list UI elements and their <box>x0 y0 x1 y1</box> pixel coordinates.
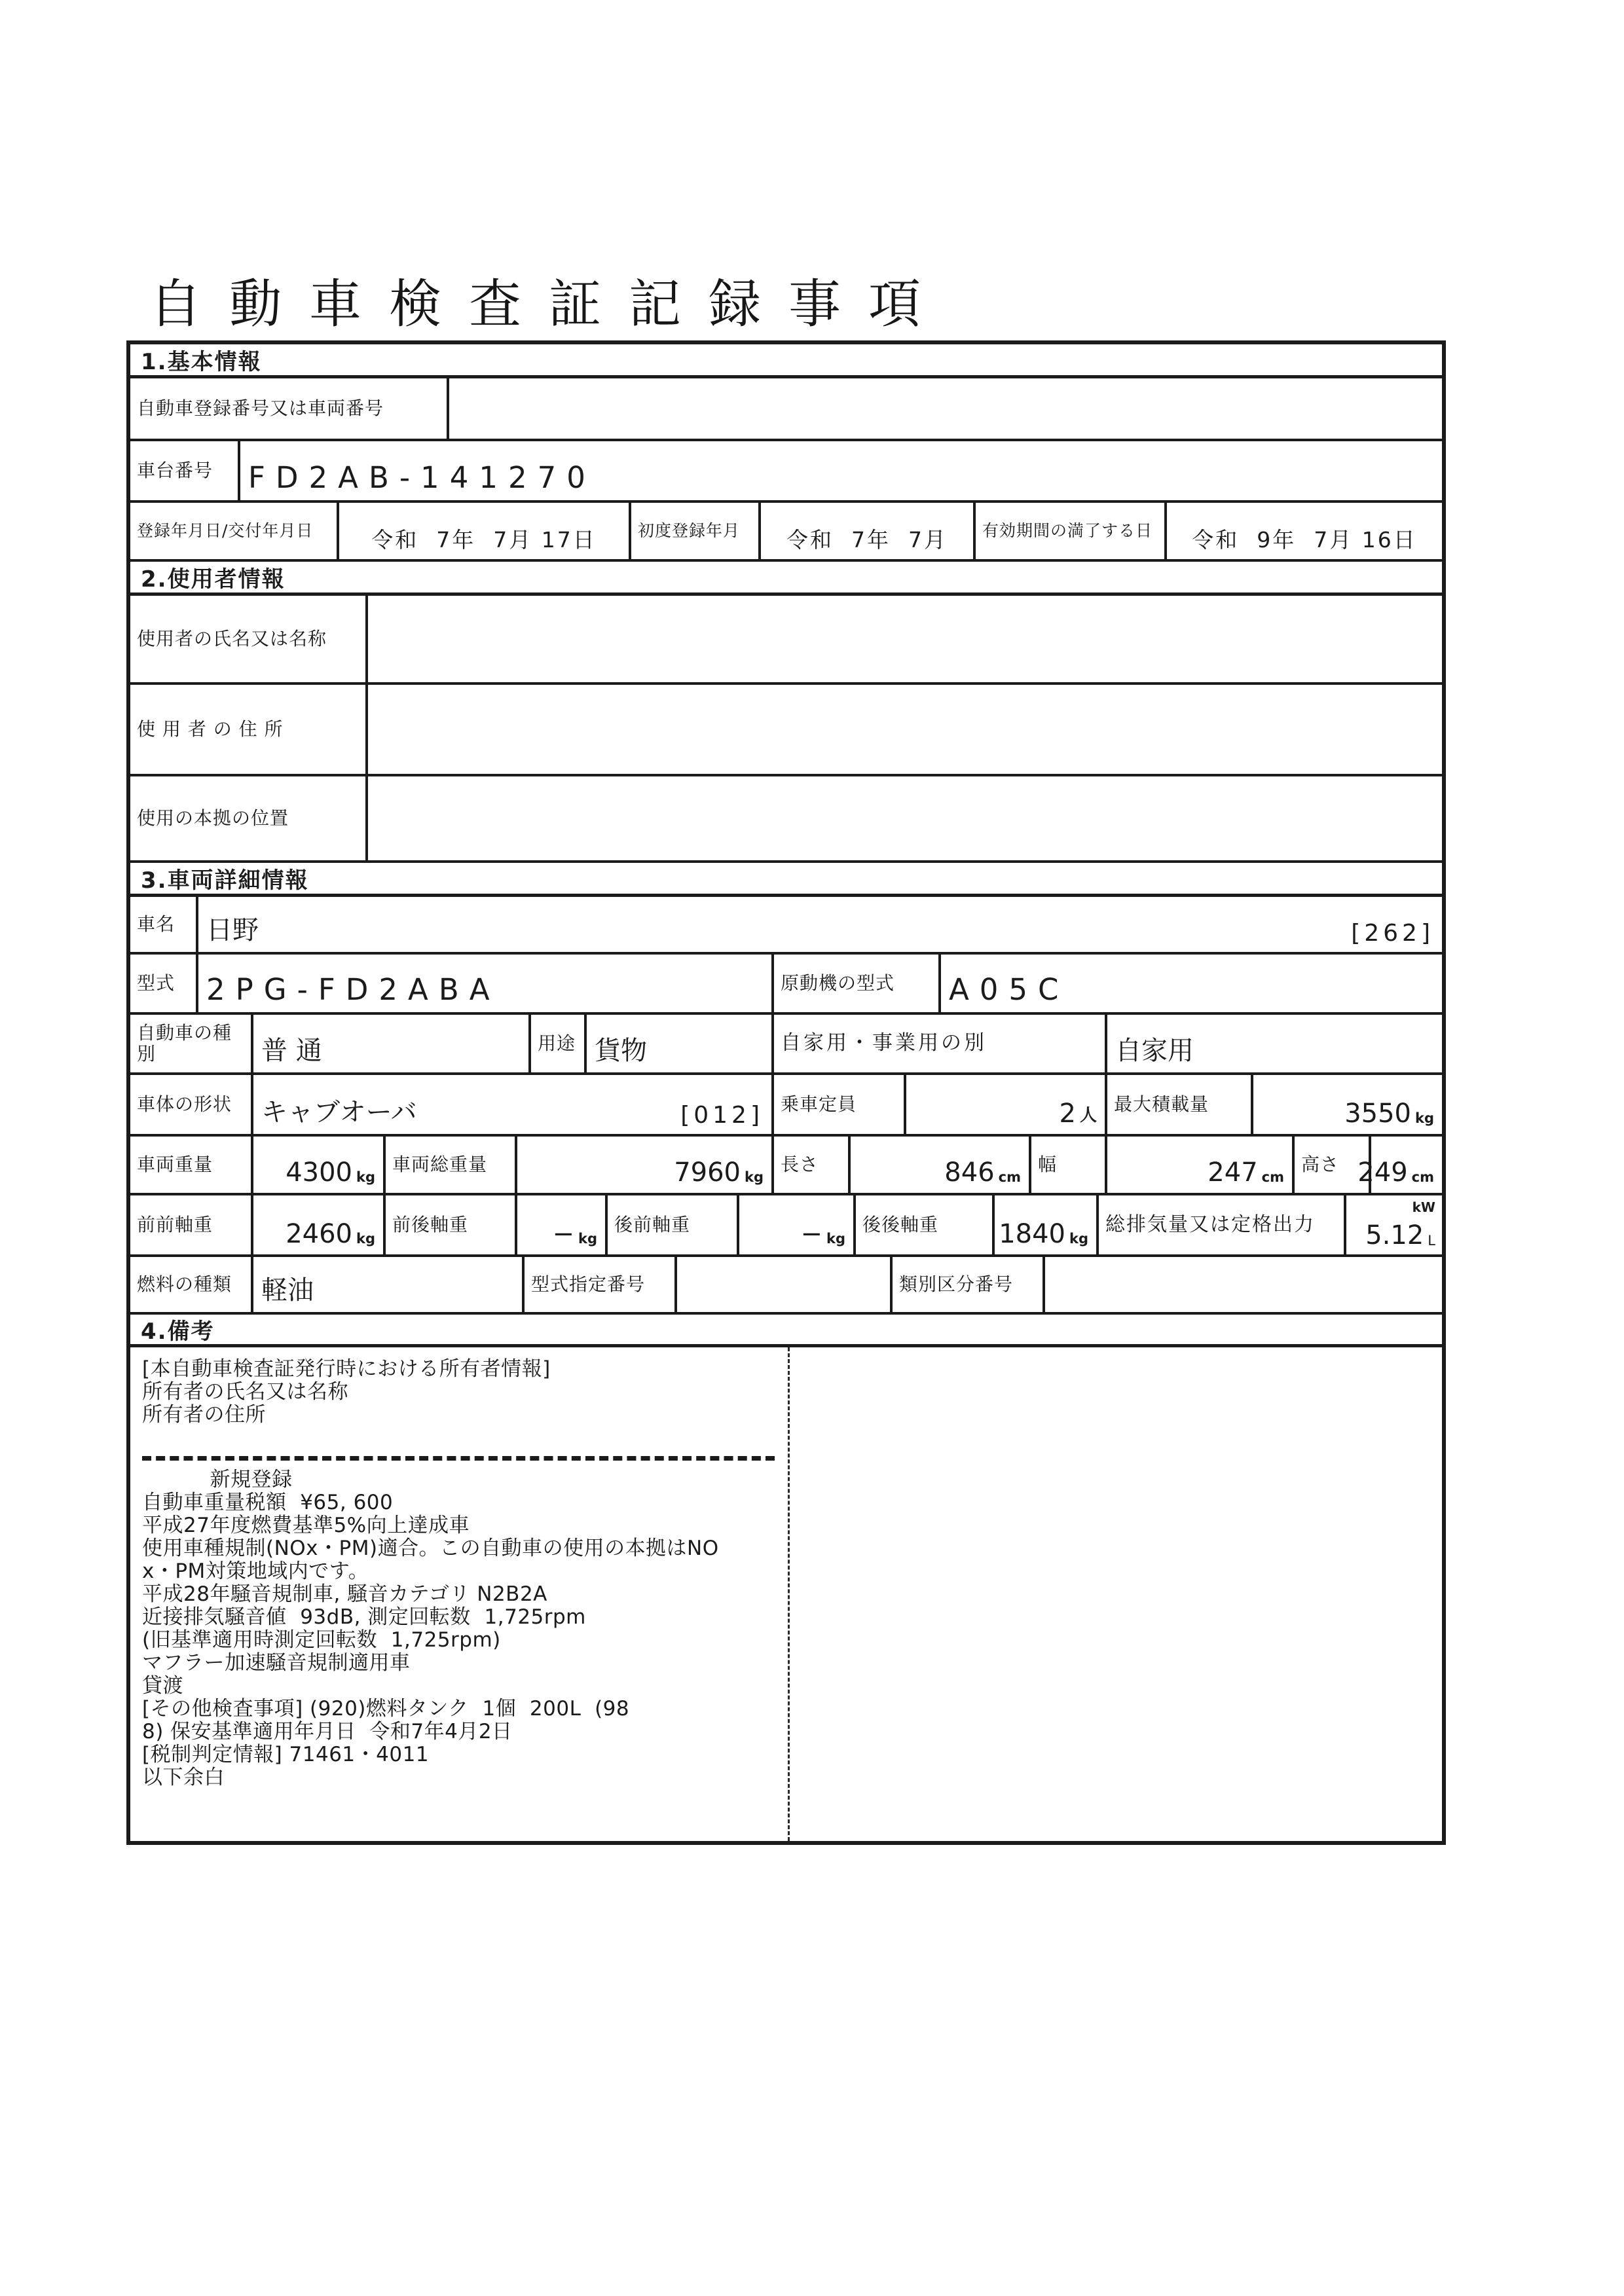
registration-number-label: 自動車登録番号又は車両番号 <box>130 378 449 439</box>
user-name-label: 使用者の氏名又は名称 <box>130 596 368 682</box>
capacity-value-cell <box>906 1075 1107 1134</box>
remarks-line: 所有者の氏名又は名称 <box>142 1380 348 1404</box>
row-model <box>130 955 1442 1015</box>
height-value: 249 <box>1357 1157 1408 1188</box>
user-base-label: 使用の本拠の位置 <box>130 776 368 860</box>
width-unit: cm <box>1261 1169 1284 1185</box>
displacement-unit-kw: kW <box>1412 1199 1435 1215</box>
body-shape-code: [012] <box>680 1102 764 1129</box>
section-vehicle-header: 3.車両詳細情報 <box>130 863 1442 897</box>
axle-rr-value-cell <box>995 1195 1099 1254</box>
remarks-text-column <box>130 1347 790 1841</box>
use-value: 貨物 <box>587 1015 774 1072</box>
displacement-value: 5.12 <box>1365 1220 1424 1250</box>
gross-weight-value-cell <box>517 1137 774 1193</box>
vehicle-name-value-cell <box>198 897 1442 952</box>
expiry-date-label: 有効期間の満了する日 <box>976 503 1167 559</box>
body-shape-label: 車体の形状 <box>130 1075 253 1134</box>
capacity-value: 2 <box>1059 1099 1076 1129</box>
max-load-value-cell <box>1253 1075 1442 1134</box>
first-registration-value: 令和 7年 7月 <box>761 503 976 559</box>
remarks-line: (旧基準適用時測定回転数 1,725rpm) <box>142 1628 501 1652</box>
chassis-number-label: 車台番号 <box>130 441 240 500</box>
class-division-label: 類別区分番号 <box>893 1257 1045 1312</box>
page-title: 自動車検査証記録事項 <box>149 274 948 335</box>
width-value: 247 <box>1208 1157 1258 1188</box>
remarks-area <box>130 1347 1442 1841</box>
section-user-header: 2.使用者情報 <box>130 562 1442 596</box>
width-value-cell <box>1107 1137 1295 1193</box>
height-value-cell <box>1357 1137 1442 1193</box>
axle-ff-label: 前前軸重 <box>130 1195 253 1254</box>
axle-ff-value-cell <box>253 1195 386 1254</box>
remarks-line: マフラー加速騒音規制適用車 <box>142 1651 411 1675</box>
remarks-dashed-separator <box>142 1456 775 1461</box>
model-label: 型式 <box>130 955 198 1012</box>
row-user-base <box>130 776 1442 863</box>
user-name-value <box>368 596 1442 682</box>
max-load-label: 最大積載量 <box>1107 1075 1253 1134</box>
remarks-line: 平成27年度燃費基準5%向上達成車 <box>142 1514 470 1537</box>
vehicle-weight-value-cell <box>253 1137 386 1193</box>
height-unit: cm <box>1411 1169 1434 1185</box>
model-value: 2PG-FD2ABA <box>198 955 774 1012</box>
length-label: 長さ <box>774 1137 851 1193</box>
axle-rr-unit: kg <box>1069 1231 1088 1247</box>
length-unit: cm <box>998 1169 1021 1185</box>
remarks-line: 使用車種規制(NOx・PM)適合。この自動車の使用の本拠はNO <box>142 1537 719 1560</box>
max-load-unit: kg <box>1415 1110 1434 1126</box>
gross-weight-label: 車両総重量 <box>386 1137 517 1193</box>
axle-fr-unit: kg <box>578 1231 597 1247</box>
remarks-line: [税制判定情報] 71461・4011 <box>142 1743 430 1766</box>
class-division-value <box>1045 1257 1442 1312</box>
user-base-value <box>368 776 1442 860</box>
fuel-type-label: 燃料の種類 <box>130 1257 253 1312</box>
private-business-label: 自家用・事業用の別 <box>774 1015 1107 1072</box>
row-fuel-type-numbers <box>130 1257 1442 1315</box>
axle-fr-label: 前後軸重 <box>386 1195 517 1254</box>
vehicle-name-label: 車名 <box>130 897 198 952</box>
remarks-line: 近接排気騒音値 93dB, 測定回転数 1,725rpm <box>142 1605 586 1629</box>
row-axle-weights <box>130 1195 1442 1257</box>
axle-rr-value: 1840 <box>999 1219 1065 1249</box>
vehicle-weight-label: 車両重量 <box>130 1137 253 1193</box>
registration-date-value: 令和 7年 7月 17日 <box>339 503 631 559</box>
axle-fr-value-cell <box>517 1195 608 1254</box>
remarks-line: [本自動車検査証発行時における所有者情報] <box>142 1357 551 1381</box>
axle-rf-unit: kg <box>826 1231 845 1247</box>
fuel-type-value: 軽油 <box>253 1257 525 1312</box>
vehicle-name-code: [262] <box>1351 920 1434 947</box>
displacement-unit-l: L <box>1428 1233 1435 1248</box>
axle-rf-value: − <box>800 1219 822 1249</box>
remarks-line: 8) 保安基準適用年月日 令和7年4月2日 <box>142 1720 513 1743</box>
row-kind-use <box>130 1015 1442 1075</box>
axle-rf-value-cell <box>739 1195 856 1254</box>
remarks-line: 所有者の住所 <box>142 1403 266 1427</box>
displacement-value-cell <box>1346 1195 1442 1254</box>
capacity-label: 乗車定員 <box>774 1075 906 1134</box>
engine-model-label: 原動機の型式 <box>774 955 941 1012</box>
row-body-shape <box>130 1075 1442 1137</box>
expiry-date-value: 令和 9年 7月 16日 <box>1192 527 1417 553</box>
displacement-label: 総排気量又は定格出力 <box>1099 1195 1346 1254</box>
chassis-number-value: FD2AB-141270 <box>248 460 596 495</box>
row-user-address <box>130 685 1442 776</box>
length-value-cell <box>851 1137 1031 1193</box>
body-shape-value: キャブオーバ <box>261 1097 417 1127</box>
vehicle-name-value: 日野 <box>206 915 259 945</box>
row-vehicle-name <box>130 897 1442 955</box>
type-designation-value <box>677 1257 893 1312</box>
registration-date-label: 登録年月日/交付年月日 <box>130 503 339 559</box>
section-basic-header: 1.基本情報 <box>130 344 1442 378</box>
user-address-label: 使 用 者 の 住 所 <box>130 685 368 774</box>
capacity-unit: 人 <box>1079 1106 1097 1125</box>
user-address-value <box>368 685 1442 774</box>
vehicle-weight-unit: kg <box>356 1169 375 1185</box>
vehicle-weight-value: 4300 <box>286 1157 352 1188</box>
remarks-line: [その他検査事項] (920)燃料タンク 1個 200L (98 <box>142 1697 630 1721</box>
inspection-form <box>126 340 1446 1845</box>
remarks-line <box>142 1427 776 1449</box>
width-label: 幅 <box>1031 1137 1107 1193</box>
body-shape-value-cell <box>253 1075 774 1134</box>
row-weights-dimensions <box>130 1137 1442 1195</box>
remarks-line: 以下余白 <box>142 1766 225 1789</box>
row-dates <box>130 503 1442 562</box>
remarks-line: 貸渡 <box>142 1674 183 1698</box>
engine-model-value: A05C <box>949 972 1069 1007</box>
remarks-line: x・PM対策地域内です。 <box>142 1559 369 1583</box>
axle-fr-value: − <box>552 1219 574 1249</box>
axle-rf-label: 後前軸重 <box>608 1195 739 1254</box>
row-registration-number <box>130 378 1442 441</box>
axle-ff-unit: kg <box>356 1231 375 1247</box>
section-remarks-header: 4.備考 <box>130 1315 1442 1347</box>
remarks-line: 平成28年騒音規制車, 騒音カテゴリ N2B2A <box>142 1582 547 1606</box>
axle-ff-value: 2460 <box>286 1219 352 1249</box>
remarks-empty-column <box>790 1347 1442 1841</box>
type-designation-label: 型式指定番号 <box>525 1257 677 1312</box>
height-label: 高さ <box>1295 1137 1371 1193</box>
gross-weight-unit: kg <box>745 1169 764 1185</box>
registration-number-value <box>449 378 1442 439</box>
first-registration-label: 初度登録年月 <box>631 503 761 559</box>
row-chassis-number <box>130 441 1442 503</box>
length-value: 846 <box>944 1157 995 1188</box>
max-load-value: 3550 <box>1344 1099 1411 1129</box>
row-user-name <box>130 596 1442 685</box>
vehicle-kind-label: 自動車の種別 <box>130 1015 253 1072</box>
axle-rr-label: 後後軸重 <box>856 1195 995 1254</box>
vehicle-kind-value: 普 通 <box>253 1015 531 1072</box>
use-label: 用途 <box>531 1015 587 1072</box>
gross-weight-value: 7960 <box>674 1157 741 1188</box>
remarks-line: 自動車重量税額 ¥65, 600 <box>142 1491 394 1514</box>
private-business-value: 自家用 <box>1115 1036 1194 1066</box>
remarks-line: 新規登録 <box>142 1468 293 1491</box>
